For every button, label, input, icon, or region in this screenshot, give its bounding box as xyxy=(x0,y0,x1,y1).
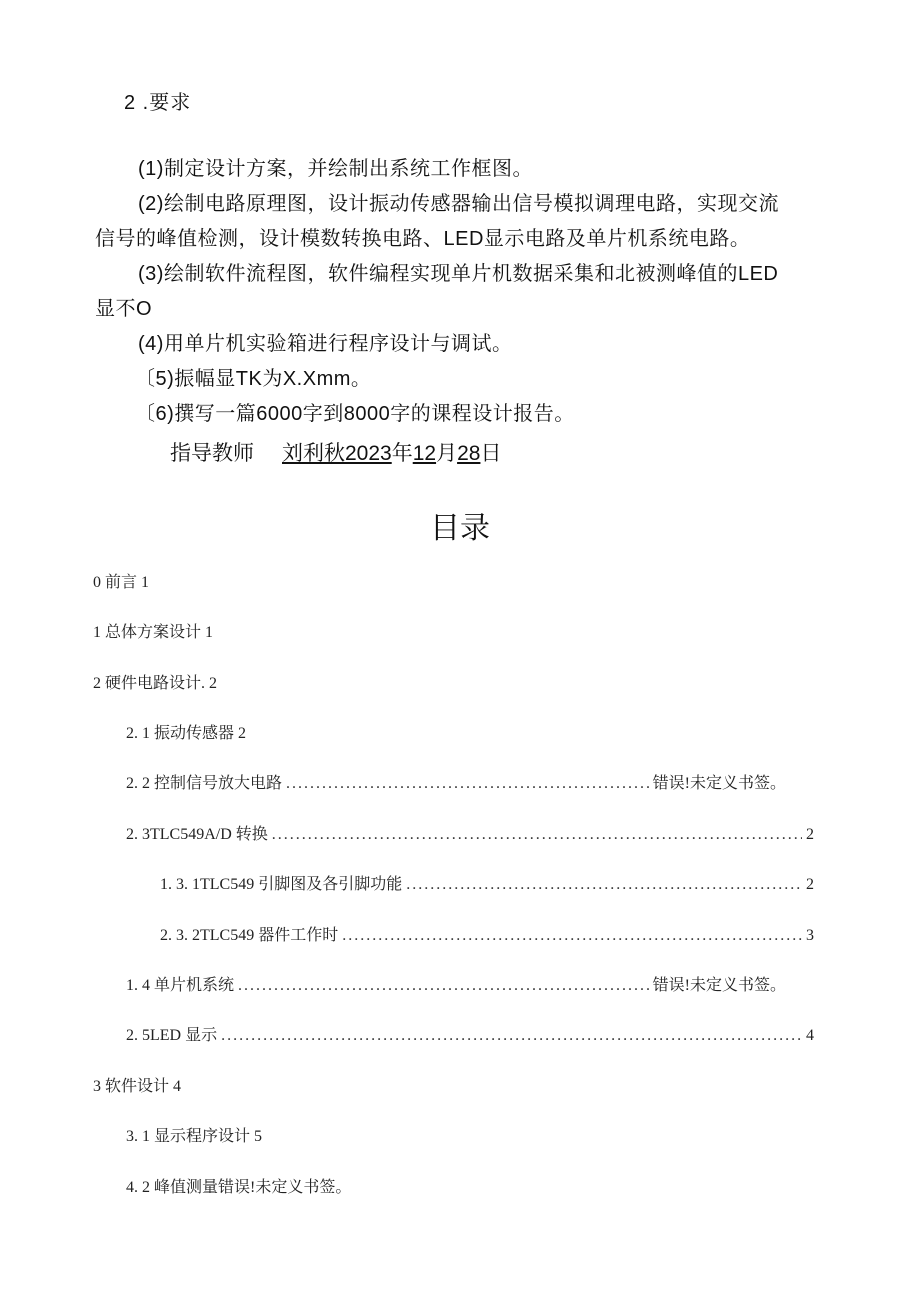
toc-leader-dots xyxy=(406,875,802,895)
toc-entry-page: 3 xyxy=(806,927,814,944)
toc-entry[interactable] xyxy=(93,1077,181,1097)
requirement-item-5: 〔5)振幅显TK为X.Xmm。 xyxy=(135,368,372,390)
signature-month-unit: 月 xyxy=(436,442,458,465)
toc-entry-text: 2. 3TLC549A/D 转换 xyxy=(126,826,268,843)
requirement-item-3: (3)绘制软件流程图，软件编程实现单片机数据采集和北被测峰值的LED xyxy=(138,263,779,285)
signature-label: 指导教师 xyxy=(170,442,254,465)
requirement-item-3-cont: 显不O xyxy=(95,298,153,320)
requirement-item-6: 〔6)撰写一篇6000字到8000字的课程设计报告。 xyxy=(135,403,575,425)
toc-entry[interactable] xyxy=(93,674,217,694)
toc-title: 目录 xyxy=(430,511,490,546)
toc-leader-dots xyxy=(286,774,649,794)
signature-year: 2023 xyxy=(345,442,392,465)
toc-entry-page: 2 xyxy=(806,826,814,843)
toc-entry-text: 0 前言 1 xyxy=(93,574,150,591)
requirement-item-4: (4)用单片机实验箱进行程序设计与调试。 xyxy=(138,333,513,355)
toc-entry-text: 3 软件设计 4 xyxy=(93,1078,182,1095)
toc-entry-text: 2. 3. 2TLC549 器件工作时 xyxy=(160,927,339,944)
toc-entry[interactable] xyxy=(126,774,786,794)
requirement-item-1: (1)制定设计方案，并绘制出系统工作框图。 xyxy=(138,158,533,180)
toc-entry[interactable] xyxy=(160,926,814,946)
toc-entry[interactable] xyxy=(126,1026,814,1046)
toc-entry-text: 1. 4 单片机系统 xyxy=(126,977,235,994)
toc-leader-dots xyxy=(272,825,802,845)
toc-entry-text: 1 总体方案设计 1 xyxy=(93,624,214,641)
toc-entry[interactable] xyxy=(93,623,213,643)
requirement-item-2: (2)绘制电路原理图，设计振动传感器输出信号模拟调理电路，实现交流 xyxy=(138,193,779,215)
toc-entry-page: 错误!未定义书签。 xyxy=(652,977,786,994)
toc-entry[interactable] xyxy=(126,976,786,996)
toc-leader-dots xyxy=(221,1026,802,1046)
toc-entry[interactable] xyxy=(126,724,246,744)
toc-entry[interactable] xyxy=(93,573,149,593)
toc-entry-page: 错误!未定义书签。 xyxy=(652,775,786,792)
toc-entry[interactable] xyxy=(126,1127,262,1147)
requirements-heading: 2 .要求 xyxy=(124,92,192,114)
toc-entry[interactable] xyxy=(160,875,814,895)
signature-day-unit: 日 xyxy=(480,442,502,465)
toc-entry[interactable] xyxy=(126,1178,351,1198)
toc-entry-text: 4. 2 峰值测量错误!未定义书签。 xyxy=(126,1179,352,1196)
signature-name: 刘利秋 xyxy=(282,442,345,465)
toc-entry-text: 2. 2 控制信号放大电路 xyxy=(126,775,283,792)
toc-entry[interactable] xyxy=(126,825,814,845)
signature-year-unit: 年 xyxy=(391,442,413,465)
toc-entry-text: 2. 5LED 显示 xyxy=(126,1027,218,1044)
toc-leader-dots xyxy=(342,926,802,946)
toc-entry-text: 2 硬件电路设计. 2 xyxy=(93,675,218,692)
signature-month: 12 xyxy=(412,442,437,465)
toc-entry-page: 2 xyxy=(806,876,814,893)
requirement-item-2-cont: 信号的峰值检测，设计模数转换电路、LED显示电路及单片机系统电路。 xyxy=(95,228,751,250)
toc-entry-text: 3. 1 显示程序设计 5 xyxy=(126,1128,263,1145)
signature-day: 28 xyxy=(457,442,481,465)
toc-leader-dots xyxy=(238,976,649,996)
toc-entry-text: 1. 3. 1TLC549 引脚图及各引脚功能 xyxy=(160,876,403,893)
toc-entry-page: 4 xyxy=(806,1027,814,1044)
toc-entry-text: 2. 1 振动传感器 2 xyxy=(126,725,247,742)
